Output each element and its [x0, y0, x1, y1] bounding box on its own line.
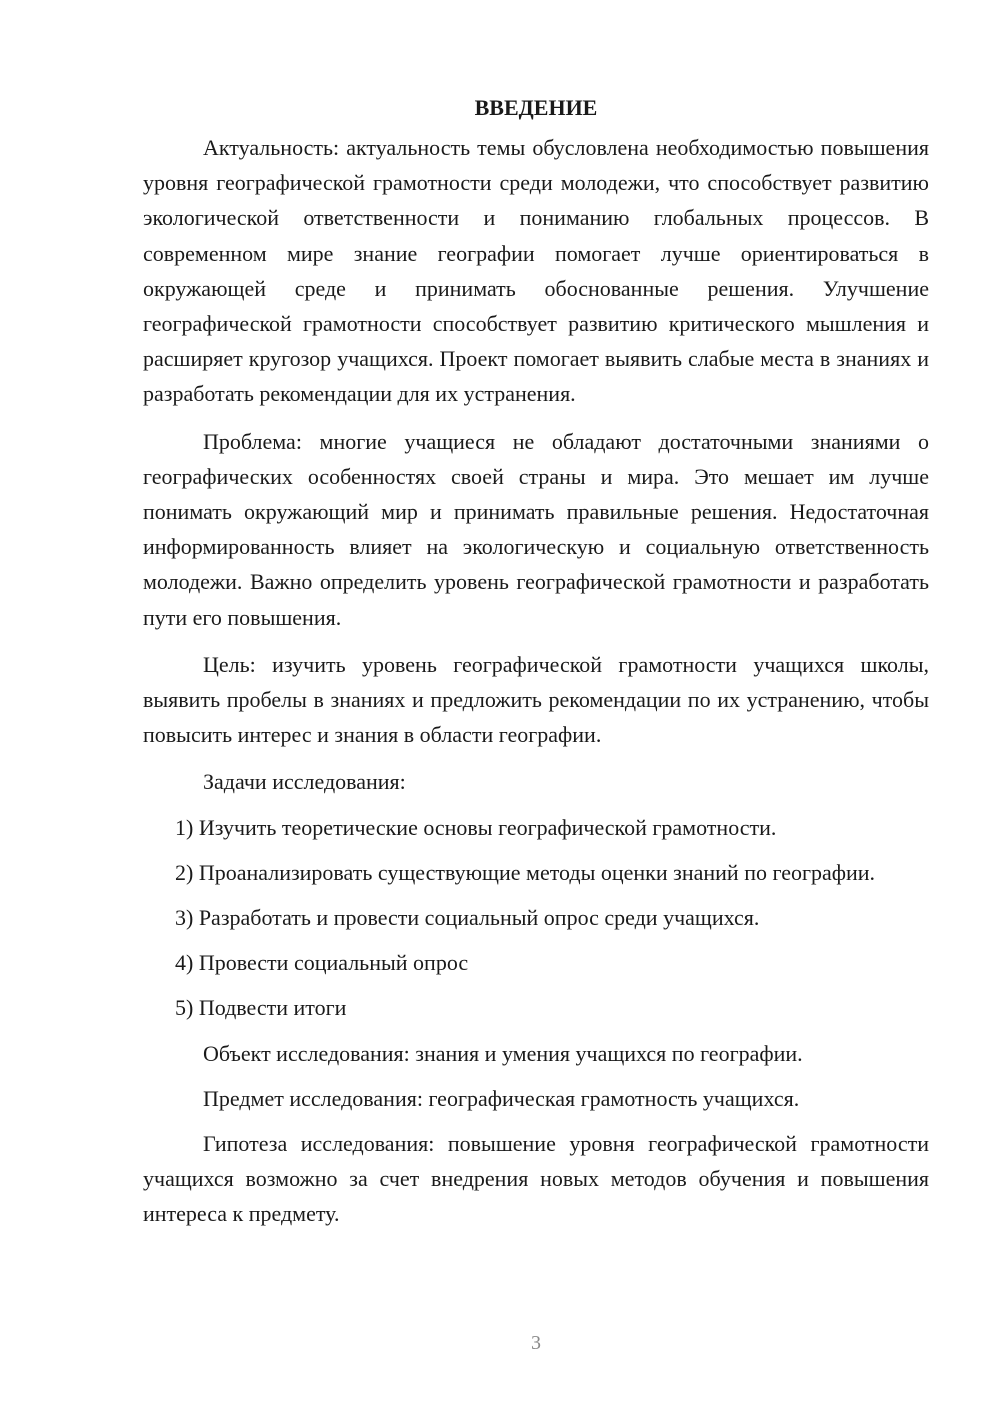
problem-paragraph: Проблема: многие учащиеся не обладают достаточными знаниями о географических особенностях своей страны и мира. Это мешает им лучше понимать окружающий мир и принимать правильные решения. Недостаточная информированность влияет на экологическую и социальную ответственность молодежи. Важно определить уровень географической грамотности и разработать пути его повышения. [143, 428, 929, 630]
task-item-3: 3) Разработать и провести социальный опрос среди учащихся. [175, 905, 760, 931]
page-number: 3 [531, 1332, 541, 1354]
subject-paragraph: Предмет исследования: географическая грамотность учащихся. [203, 1085, 800, 1111]
relevance-paragraph: Актуальность: актуальность темы обусловлена необходимостью повышения уровня географической грамотности среди молодежи, что способствует развитию экологической ответственности и пониманию глобальных процессов. В современном мире знание географии помогает лучше ориентироваться в окружающей среде и принимать обоснованные решения. Улучшение географической грамотности способствует развитию критического мышления и расширяет кругозор учащихся. Проект помогает выявить слабые места в знаниях и разработать рекомендации для их устранения. [143, 135, 929, 407]
task-item-4: 4) Провести социальный опрос [175, 950, 469, 976]
goal-paragraph: Цель: изучить уровень географической грамотности учащихся школы, выявить пробелы в знаниях и предложить рекомендации по их устранению, чтобы повысить интерес и знания в области географии. [143, 651, 929, 748]
page-title: ВВЕДЕНИЕ [474, 95, 598, 120]
task-item-5: 5) Подвести итоги [175, 995, 347, 1021]
hypothesis-paragraph: Гипотеза исследования: повышение уровня географической грамотности учащихся возможно за счет внедрения новых методов обучения и повышения интереса к предмету. [143, 1131, 929, 1227]
tasks-list [143, 810, 929, 1026]
task-item-2: 2) Проанализировать существующие методы оценки знаний по географии. [175, 859, 876, 885]
document-page [143, 90, 929, 1244]
tasks-heading: Задачи исследования: [203, 769, 406, 795]
task-item-1: 1) Изучить теоретические основы географической грамотности. [175, 814, 777, 840]
object-paragraph: Объект исследования: знания и умения учащихся по географии. [203, 1040, 803, 1066]
